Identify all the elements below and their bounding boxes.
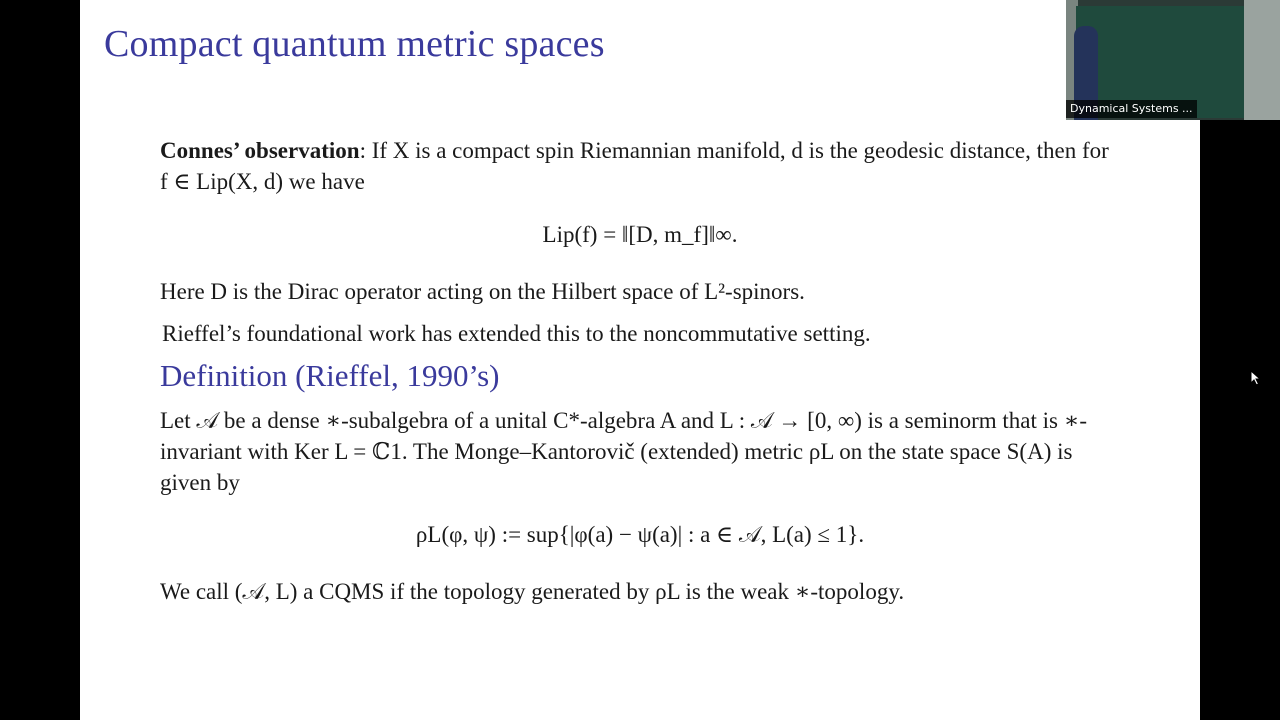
- definition-heading: Definition (Rieffel, 1990’s): [160, 358, 500, 393]
- definition-text: Let 𝒜 be a dense ∗-subalgebra of a unital C*-algebra A and L : 𝒜 → [0, ∞) is a seminorm that is ∗-invariant with Ker L = ℂ1. The Monge–Kantorovič (extended) metric ρL on the state space S(A) is given by: [160, 408, 1088, 495]
- rho-formula: ρL(φ, ψ) := sup{|φ(a) − ψ(a)| : a ∈ 𝒜, L(a) ≤ 1}.: [415, 522, 865, 547]
- video-thumbnail[interactable]: [1066, 0, 1280, 120]
- connes-text: : If X is a compact spin Riemannian manifold, d is the geodesic distance, then for f ∈ Lip(X, d) we have: [160, 138, 1109, 194]
- connes-label: Connes’ observation: [160, 138, 360, 163]
- video-wall-right: [1244, 0, 1280, 120]
- lip-formula: Lip(f) = ‖[D, m_f]‖∞.: [542, 222, 738, 247]
- connes-paragraph: [160, 135, 1120, 197]
- video-label: Dynamical Systems ...: [1066, 100, 1197, 118]
- slide: [80, 0, 1200, 720]
- slide-title: Compact quantum metric spaces: [104, 23, 605, 65]
- cqms-paragraph: We call (𝒜, L) a CQMS if the topology generated by ρL is the weak ∗-topology.: [160, 579, 905, 604]
- rieffel-paragraph: Rieffel’s foundational work has extended this to the noncommutative setting.: [162, 321, 871, 346]
- dirac-paragraph: Here D is the Dirac operator acting on the Hilbert space of L²-spinors.: [160, 279, 805, 304]
